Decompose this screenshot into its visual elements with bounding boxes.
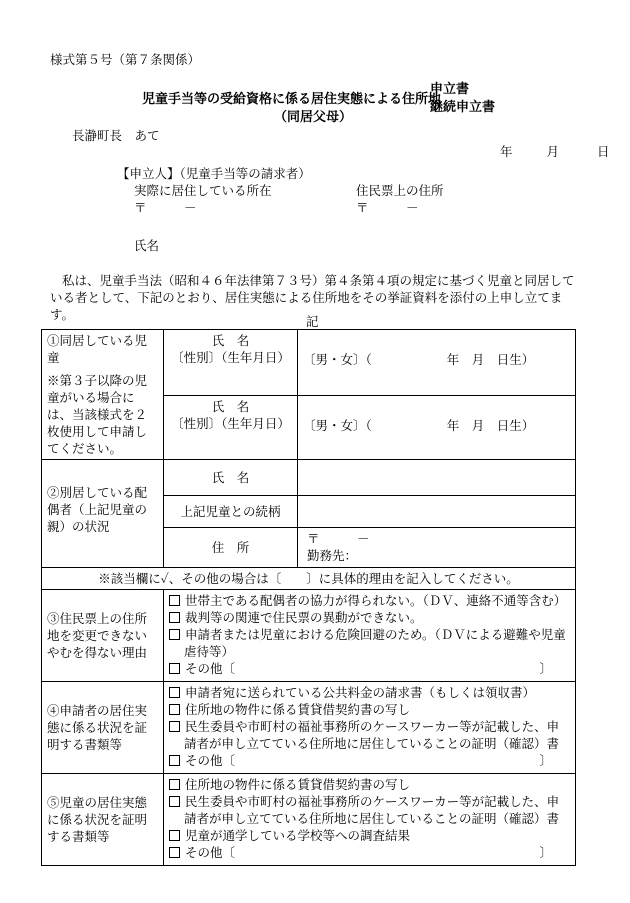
spouse-relation-value[interactable] bbox=[298, 496, 576, 528]
section4-cell bbox=[42, 682, 164, 774]
application-table bbox=[41, 329, 576, 866]
form-reference: 様式第５号（第７条関係） bbox=[50, 52, 201, 67]
proof-option-3[interactable]: 民生委員や市町村の福祉事務所のケースワーカー等が記載した、申請者が申し立てている住所地に居住していることの証明（確認）書 bbox=[169, 718, 570, 752]
checkbox-icon[interactable] bbox=[169, 663, 180, 674]
proof-option-2[interactable]: 住所地の物件に係る賃貸借契約書の写し bbox=[169, 701, 570, 718]
date-day-label: 日 bbox=[596, 144, 610, 159]
reason-option-3[interactable]: 申請者または児童における危険回避のため。（ＤＶによる避難や児童虐待等） bbox=[169, 626, 570, 660]
proof-option-1[interactable]: 申請者宛に送られている公共料金の請求書（もしくは領収書） bbox=[169, 684, 570, 701]
checkbox-icon[interactable] bbox=[169, 755, 180, 766]
section3-label: ③住民票上の住所地を変更できないやむを得ない理由 bbox=[47, 611, 148, 660]
applicant-heading: 【申立人】（児童手当等の請求者） bbox=[117, 166, 311, 181]
registered-address-label: 住民票上の住所 bbox=[356, 183, 444, 198]
child2-sexdob-label: 〔性別〕（生年月日） bbox=[171, 415, 290, 431]
close-bracket: 〕 bbox=[539, 661, 552, 676]
date-year-label: 年 bbox=[500, 144, 513, 159]
section3-cell bbox=[42, 590, 164, 682]
child1-sexdob-label: 〔性別〕（生年月日） bbox=[171, 350, 290, 365]
section1-cell bbox=[42, 330, 164, 460]
postal-registered: 〒 － bbox=[356, 200, 419, 215]
checkbox-icon[interactable] bbox=[169, 595, 180, 606]
checkbox-icon[interactable] bbox=[169, 721, 180, 732]
reason-option-1[interactable]: 世帯主である配偶者の協力が得られない。（ＤＶ、連絡不通等含む） bbox=[169, 592, 570, 609]
date-line bbox=[500, 142, 609, 160]
checkbox-icon[interactable] bbox=[169, 830, 180, 841]
proof-option-other[interactable]: その他〔 〕 bbox=[169, 752, 570, 769]
section2-label: ②別居している配偶者（上記児童の親）の状況 bbox=[47, 485, 148, 534]
section5-options bbox=[164, 774, 576, 866]
spouse-workplace: 勤務先： bbox=[307, 548, 358, 563]
section4-options bbox=[164, 682, 576, 774]
spouse-relation-label: 上記児童との続柄 bbox=[164, 496, 298, 528]
spouse-name-label: 氏 名 bbox=[164, 460, 298, 496]
child-proof-option-other[interactable]: その他〔 〕 bbox=[169, 844, 570, 861]
checkbox-icon[interactable] bbox=[169, 847, 180, 858]
ki-marker: 記 bbox=[306, 314, 319, 329]
checkbox-icon[interactable] bbox=[169, 687, 180, 698]
document-title: 児童手当等の受給資格に係る居住実態による住所地 bbox=[142, 92, 442, 107]
actual-address-label: 実際に居住している所在 bbox=[134, 183, 272, 198]
child-proof-option-1[interactable]: 住所地の物件に係る賃貸借契約書の写し bbox=[169, 776, 570, 793]
child1-value-cell[interactable] bbox=[298, 330, 576, 396]
declaration-text: 私は、児童手当法（昭和４６年法律第７３号）第４条第４項の規定に基づく児童と同居している者として、下記のとおり、居住実態による住所地をその挙証資料を添付の上申し立てます。 bbox=[50, 273, 575, 322]
date-month-label: 月 bbox=[546, 144, 559, 159]
section2-cell bbox=[42, 460, 164, 568]
close-bracket: 〕 bbox=[539, 753, 552, 768]
child1-name-label: 氏 名 bbox=[211, 333, 250, 348]
checkbox-icon[interactable] bbox=[169, 612, 180, 623]
document-subtitle: （同居父母） bbox=[274, 110, 353, 125]
section5-cell bbox=[42, 774, 164, 866]
applicant-name-label: 氏名 bbox=[134, 238, 160, 253]
spouse-address-label: 住 所 bbox=[164, 528, 298, 568]
child1-sexdob-value: 〔男・女〕（ 年 月 日生） bbox=[303, 352, 535, 367]
child2-name-label: 氏 名 bbox=[211, 398, 250, 414]
section4-label: ④申請者の居住実態に係る状況を証明する書類等 bbox=[47, 703, 148, 752]
child2-sexdob-value: 〔男・女〕（ 年 月 日生） bbox=[303, 417, 535, 433]
title-option-continuation: 継続申立書 bbox=[430, 100, 496, 115]
section5-label: ⑤児童の居住実態に係る状況を証明する書類等 bbox=[47, 795, 148, 844]
spouse-address-value[interactable] bbox=[298, 528, 576, 568]
checkbox-icon[interactable] bbox=[169, 779, 180, 790]
checkbox-icon[interactable] bbox=[169, 704, 180, 715]
child2-label-cell bbox=[164, 395, 298, 459]
instruction-row: ※該当欄に✓、その他の場合は〔 〕に具体的理由を記入してください。 bbox=[42, 568, 576, 590]
child-proof-option-2[interactable]: 民生委員や市町村の福祉事務所のケースワーカー等が記載した、申請者が申し立てている住所地に居住していることの証明（確認）書 bbox=[169, 793, 570, 827]
section1-label: ①同居している児童 bbox=[47, 333, 148, 365]
reason-option-2[interactable]: 裁判等の関連で住民票の異動ができない。 bbox=[169, 609, 570, 626]
reason-option-other[interactable]: その他〔 〕 bbox=[169, 660, 570, 677]
section1-note: ※第３子以降の児童がいる場合には、当該様式を２枚使用して申請してください。 bbox=[47, 373, 148, 456]
checkbox-icon[interactable] bbox=[169, 796, 180, 807]
section3-options bbox=[164, 590, 576, 682]
spouse-postal: 〒 － bbox=[307, 531, 370, 546]
child-proof-option-3[interactable]: 児童が通学している学校等への調査結果 bbox=[169, 827, 570, 844]
checkbox-icon[interactable] bbox=[169, 629, 180, 640]
title-option-application: 申立書 bbox=[430, 82, 470, 97]
spouse-name-value[interactable] bbox=[298, 460, 576, 496]
postal-actual: 〒 － bbox=[134, 200, 197, 215]
child2-value-cell[interactable] bbox=[298, 395, 576, 459]
child1-label-cell bbox=[164, 330, 298, 396]
addressee: 長瀞町長 あて bbox=[72, 128, 160, 143]
close-bracket: 〕 bbox=[539, 845, 552, 860]
